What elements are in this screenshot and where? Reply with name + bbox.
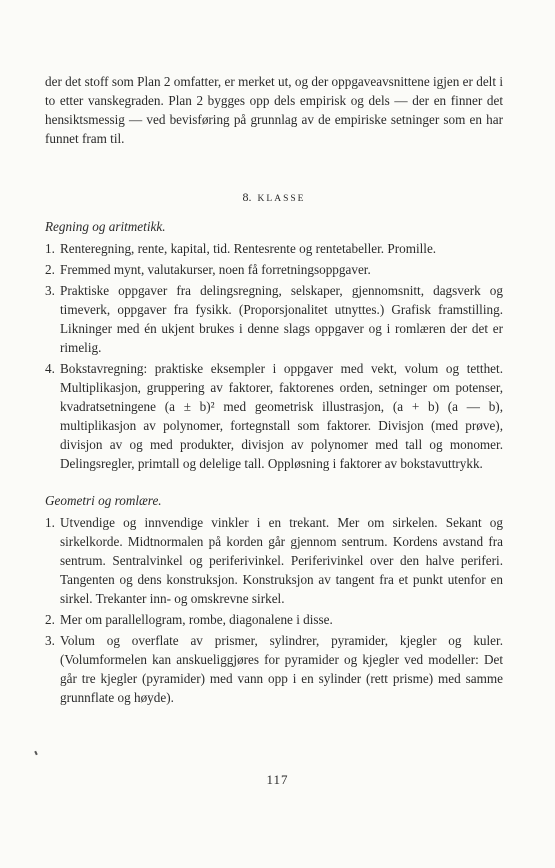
list-item [45, 513, 503, 608]
list-item-text: Renteregning, rente, kapital, tid. Rentesrente og rentetabeller. Promille. [60, 241, 437, 256]
list-item [45, 281, 503, 357]
list-item [45, 610, 503, 629]
list-marker: 1. [45, 241, 55, 256]
list-item-text: Bokstavregning: praktiske eksempler i oppgaver med vekt, volum og tetthet. Multiplikasjon, gruppering av faktorer, faktorenes orden, setninger om potenser, kvadratsetningene (a ± b)² med geometrisk illustrasjon, (a + b) (a — b), multiplikasjon av polynomer, fortegnstall som faktorer. Divisjon (med prøve), divisjon av og med produkter, divisjon av polynomer med tall og monomer. Delingsregler, primtall og delelige tall. Oppløsning i faktorer av bokstavuttrykk. [60, 361, 503, 471]
list-marker: 3. [45, 283, 55, 298]
section-number: 8. [242, 190, 252, 204]
list-item-text: Fremmed mynt, valutakurser, noen få forretningsoppgaver. [60, 262, 371, 277]
geometry-heading: Geometri og romlære. [45, 493, 162, 508]
list-marker: 4. [45, 361, 55, 376]
section-title: KLASSE [257, 194, 306, 204]
list-marker: 3. [45, 633, 55, 648]
list-item [45, 631, 503, 707]
list-marker: 2. [45, 612, 55, 627]
list-item [45, 260, 503, 279]
list-item [45, 359, 503, 473]
arithmetic-heading: Regning og aritmetikk. [45, 219, 166, 234]
ink-speck [34, 751, 38, 755]
list-item-text: Praktiske oppgaver fra delingsregning, selskaper, gjennomsnitt, dagsverk og timeverk, oppgaver fra fysikk. (Proporsjonalitet utnyttes.) Grafisk framstilling. Likninger med én ukjent brukes i denne slags oppgaver og i romlæren der det er rimelig. [60, 283, 503, 355]
list-item [45, 239, 503, 258]
page-number: 117 [266, 772, 289, 787]
list-item-text: Utvendige og innvendige vinkler i en trekant. Mer om sirkelen. Sekant og sirkelkorde. Midtnormalen på korden går gjennom sentrum. Kordens avstand fra sentrum. Sentralvinkel og periferivinkel. Periferivinkel over den halve periferi. Tangenten og dens konstruksjon. Konstruksjon av tangent fra et punkt utenfor en sirkel. Trekanter inn- og omskrevne sirkel. [60, 515, 503, 606]
intro-paragraph: der det stoff som Plan 2 omfatter, er merket ut, og der oppgaveavsnittene igjen er delt i to etter vanskegraden. Plan 2 bygges opp dels empirisk og dels — der en finner det hensiktsmessig — ved bevisføring på grunnlag av de empiriske setninger som en har funnet fram til. [45, 74, 503, 146]
list-marker: 1. [45, 515, 55, 530]
geometry-list [45, 513, 503, 707]
list-item-text: Volum og overflate av prismer, sylindrer, pyramider, kjegler og kuler. (Volumformelen kan anskueliggjøres for pyramider og kjegler ved modeller: Det går tre kjegler (pyramider) med vann opp i en sylinder (rett prisme) med samme grunnflate og høyde). [60, 633, 503, 705]
arithmetic-list [45, 239, 503, 473]
list-marker: 2. [45, 262, 55, 277]
list-item-text: Mer om parallellogram, rombe, diagonalene i disse. [60, 612, 333, 627]
page-body [45, 72, 503, 709]
section-heading [45, 188, 503, 209]
